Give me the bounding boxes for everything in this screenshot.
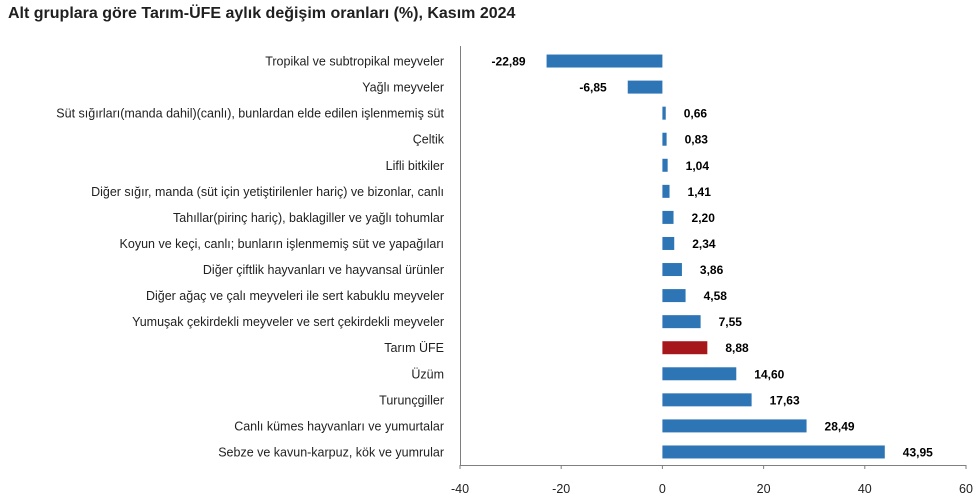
category-label-13: Turunçgiller	[379, 393, 444, 408]
value-label-2: 0,66	[683, 106, 708, 121]
category-label-14: Canlı kümes hayvanları ve yumurtalar	[234, 419, 444, 434]
bar-4	[662, 159, 667, 172]
value-label-4: 1,04	[685, 158, 710, 173]
value-label-0: -22,89	[491, 54, 526, 69]
bar-12	[662, 367, 736, 380]
category-label-7: Koyun ve keçi, canlı; bunların işlenmemiş süt ve yapağıları	[119, 236, 444, 251]
bar-13	[662, 393, 751, 406]
bar-9	[662, 289, 685, 302]
value-label-12: 14,60	[754, 367, 785, 382]
value-label-13: 17,63	[769, 393, 800, 408]
value-label-1: -6,85	[579, 80, 607, 95]
category-label-4: Lifli bitkiler	[385, 158, 444, 173]
value-label-5: 1,41	[687, 184, 711, 199]
x-tick-label-3: 20	[756, 482, 771, 496]
bar-10	[662, 315, 700, 328]
bar-7	[662, 237, 674, 250]
value-label-14: 28,49	[824, 419, 855, 434]
bars-group	[547, 55, 885, 459]
value-label-10: 7,55	[718, 315, 742, 330]
x-tick-label-1: -20	[552, 482, 571, 496]
bar-2	[662, 107, 665, 120]
category-labels-group	[56, 55, 444, 460]
category-label-6: Tahıllar(pirinç hariç), baklagiller ve yağlı tohumlar	[173, 210, 444, 225]
bar-0	[547, 55, 663, 68]
value-label-7: 2,34	[692, 236, 716, 251]
category-label-2: Süt sığırları(manda dahil)(canlı), bunlardan elde edilen işlenmemiş süt	[56, 106, 444, 121]
bar-5	[662, 185, 669, 198]
chart-title: Alt gruplara göre Tarım-ÜFE aylık değişim oranları (%), Kasım 2024	[8, 5, 516, 22]
category-label-5: Diğer sığır, manda (süt için yetiştirilenler hariç) ve bizonlar, canlı	[91, 184, 444, 199]
value-label-9: 4,58	[703, 289, 727, 304]
bar-6	[662, 211, 673, 224]
value-label-6: 2,20	[691, 210, 715, 225]
category-label-15: Sebze ve kavun-karpuz, kök ve yumrular	[218, 445, 444, 460]
category-label-8: Diğer çiftlik hayvanları ve hayvansal ürünler	[202, 263, 444, 278]
category-label-9: Diğer ağaç ve çalı meyveleri ile sert kabuklu meyveler	[145, 289, 444, 304]
value-label-15: 43,95	[902, 445, 933, 460]
x-tick-label-4: 40	[857, 482, 872, 496]
bar-8	[662, 263, 682, 276]
value-label-3: 0,83	[684, 132, 708, 147]
category-label-11: Tarım ÜFE	[384, 341, 444, 356]
value-label-8: 3,86	[699, 263, 724, 278]
category-label-1: Yağlı meyveler	[362, 80, 444, 95]
x-tick-label-2: 0	[658, 482, 666, 496]
x-tick-label-5: 60	[959, 482, 973, 496]
category-label-0: Tropikal ve subtropikal meyveler	[265, 54, 444, 69]
bar-1	[628, 81, 663, 94]
bar-11	[662, 341, 707, 354]
category-label-12: Üzüm	[411, 367, 444, 382]
bar-15	[662, 445, 884, 458]
category-label-10: Yumuşak çekirdekli meyveler ve sert çekirdekli meyveler	[132, 315, 444, 330]
bar-14	[662, 419, 806, 432]
bar-3	[662, 133, 666, 146]
x-tick-label-0: -40	[450, 482, 470, 496]
value-label-11: 8,88	[725, 341, 749, 356]
category-label-3: Çeltik	[412, 132, 444, 147]
